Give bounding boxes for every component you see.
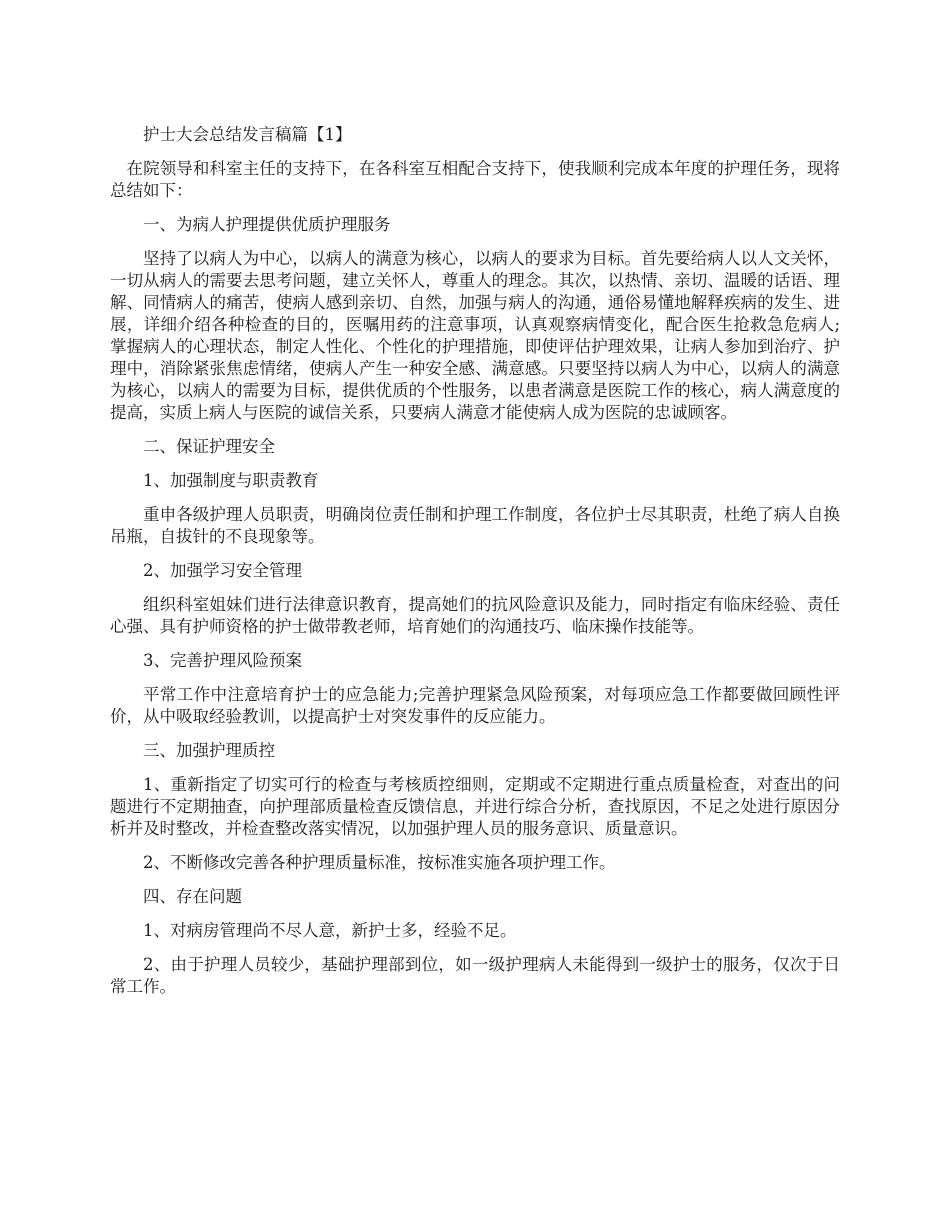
body-paragraph: 重申各级护理人员职责，明确岗位责任制和护理工作制度，各位护士尽其职责，杜绝了病人自换吊瓶，自拔针的不良现象等。: [110, 505, 840, 546]
section-heading-4: 四、存在问题: [143, 887, 242, 906]
body-paragraph: 2、由于护理人员较少，基础护理部到位，如一级护理病人未能得到一级护士的服务，仅次于日常工作。: [110, 955, 840, 996]
section-heading-1: 一、为病人护理提供优质护理服务: [143, 215, 391, 234]
section-heading-3: 三、加强护理质控: [143, 741, 275, 760]
intro-paragraph: 在院领导和科室主任的支持下，在各科室互相配合支持下，使我顺利完成本年度的护理任务，现将总结如下：: [110, 159, 840, 200]
subheading: 1、加强制度与职责教育: [143, 471, 319, 490]
body-paragraph: 平常工作中注意培育护士的应急能力;完善护理紧急风险预案，对每项应急工作都要做回顾性评价，从中吸取经验教训，以提高护士对突发事件的反应能力。: [110, 685, 840, 726]
body-paragraph: 1、重新指定了切实可行的检查与考核质控细则，定期或不定期进行重点质量检查，对查出的问题进行不定期抽查，向护理部质量检查反馈信息，并进行综合分析，查找原因，不足之处进行原因分析并及时整改，并检查整改落实情况，以加强护理人员的服务意识、质量意识。: [110, 775, 840, 838]
subheading: 3、完善护理风险预案: [143, 651, 302, 670]
section-heading-2: 二、保证护理安全: [143, 437, 275, 456]
document-page: [110, 124, 840, 1010]
document-title: 护士大会总结发言稿篇【1】: [143, 125, 352, 144]
body-paragraph: 1、对病房管理尚不尽人意，新护士多，经验不足。: [143, 921, 517, 940]
subheading: 2、加强学习安全管理: [143, 561, 302, 580]
body-paragraph: 坚持了以病人为中心，以病人的满意为核心，以病人的要求为目标。首先要给病人以人文关怀，一切从病人的需要去思考问题，建立关怀人，尊重人的理念。其次，以热情、亲切、温暖的话语、理解、同情病人的痛苦，使病人感到亲切、自然，加强与病人的沟通，通俗易懂地解释疾病的发生、进展，详细介绍各种检查的目的，医嘱用药的注意事项，认真观察病情变化，配合医生抢救急危病人;掌握病人的心理状态，制定人性化、个性化的护理措施，即使评估护理效果，让病人参加到治疗、护理中，消除紧张焦虑情绪，使病人产生一种安全感、满意感。只要坚持以病人为中心，以病人的满意为核心，以病人的需要为目标，提供优质的个性服务，以患者满意是医院工作的核心，病人满意度的提高，实质上病人与医院的诚信关系，只要病人满意才能使病人成为医院的忠诚顾客。: [110, 249, 840, 422]
body-paragraph: 2、不断修改完善各种护理质量标准，按标准实施各项护理工作。: [143, 853, 616, 872]
body-paragraph: 组织科室姐妹们进行法律意识教育，提高她们的抗风险意识及能力，同时指定有临床经验、责任心强、具有护师资格的护士做带教老师，培育她们的沟通技巧、临床操作技能等。: [110, 595, 840, 636]
